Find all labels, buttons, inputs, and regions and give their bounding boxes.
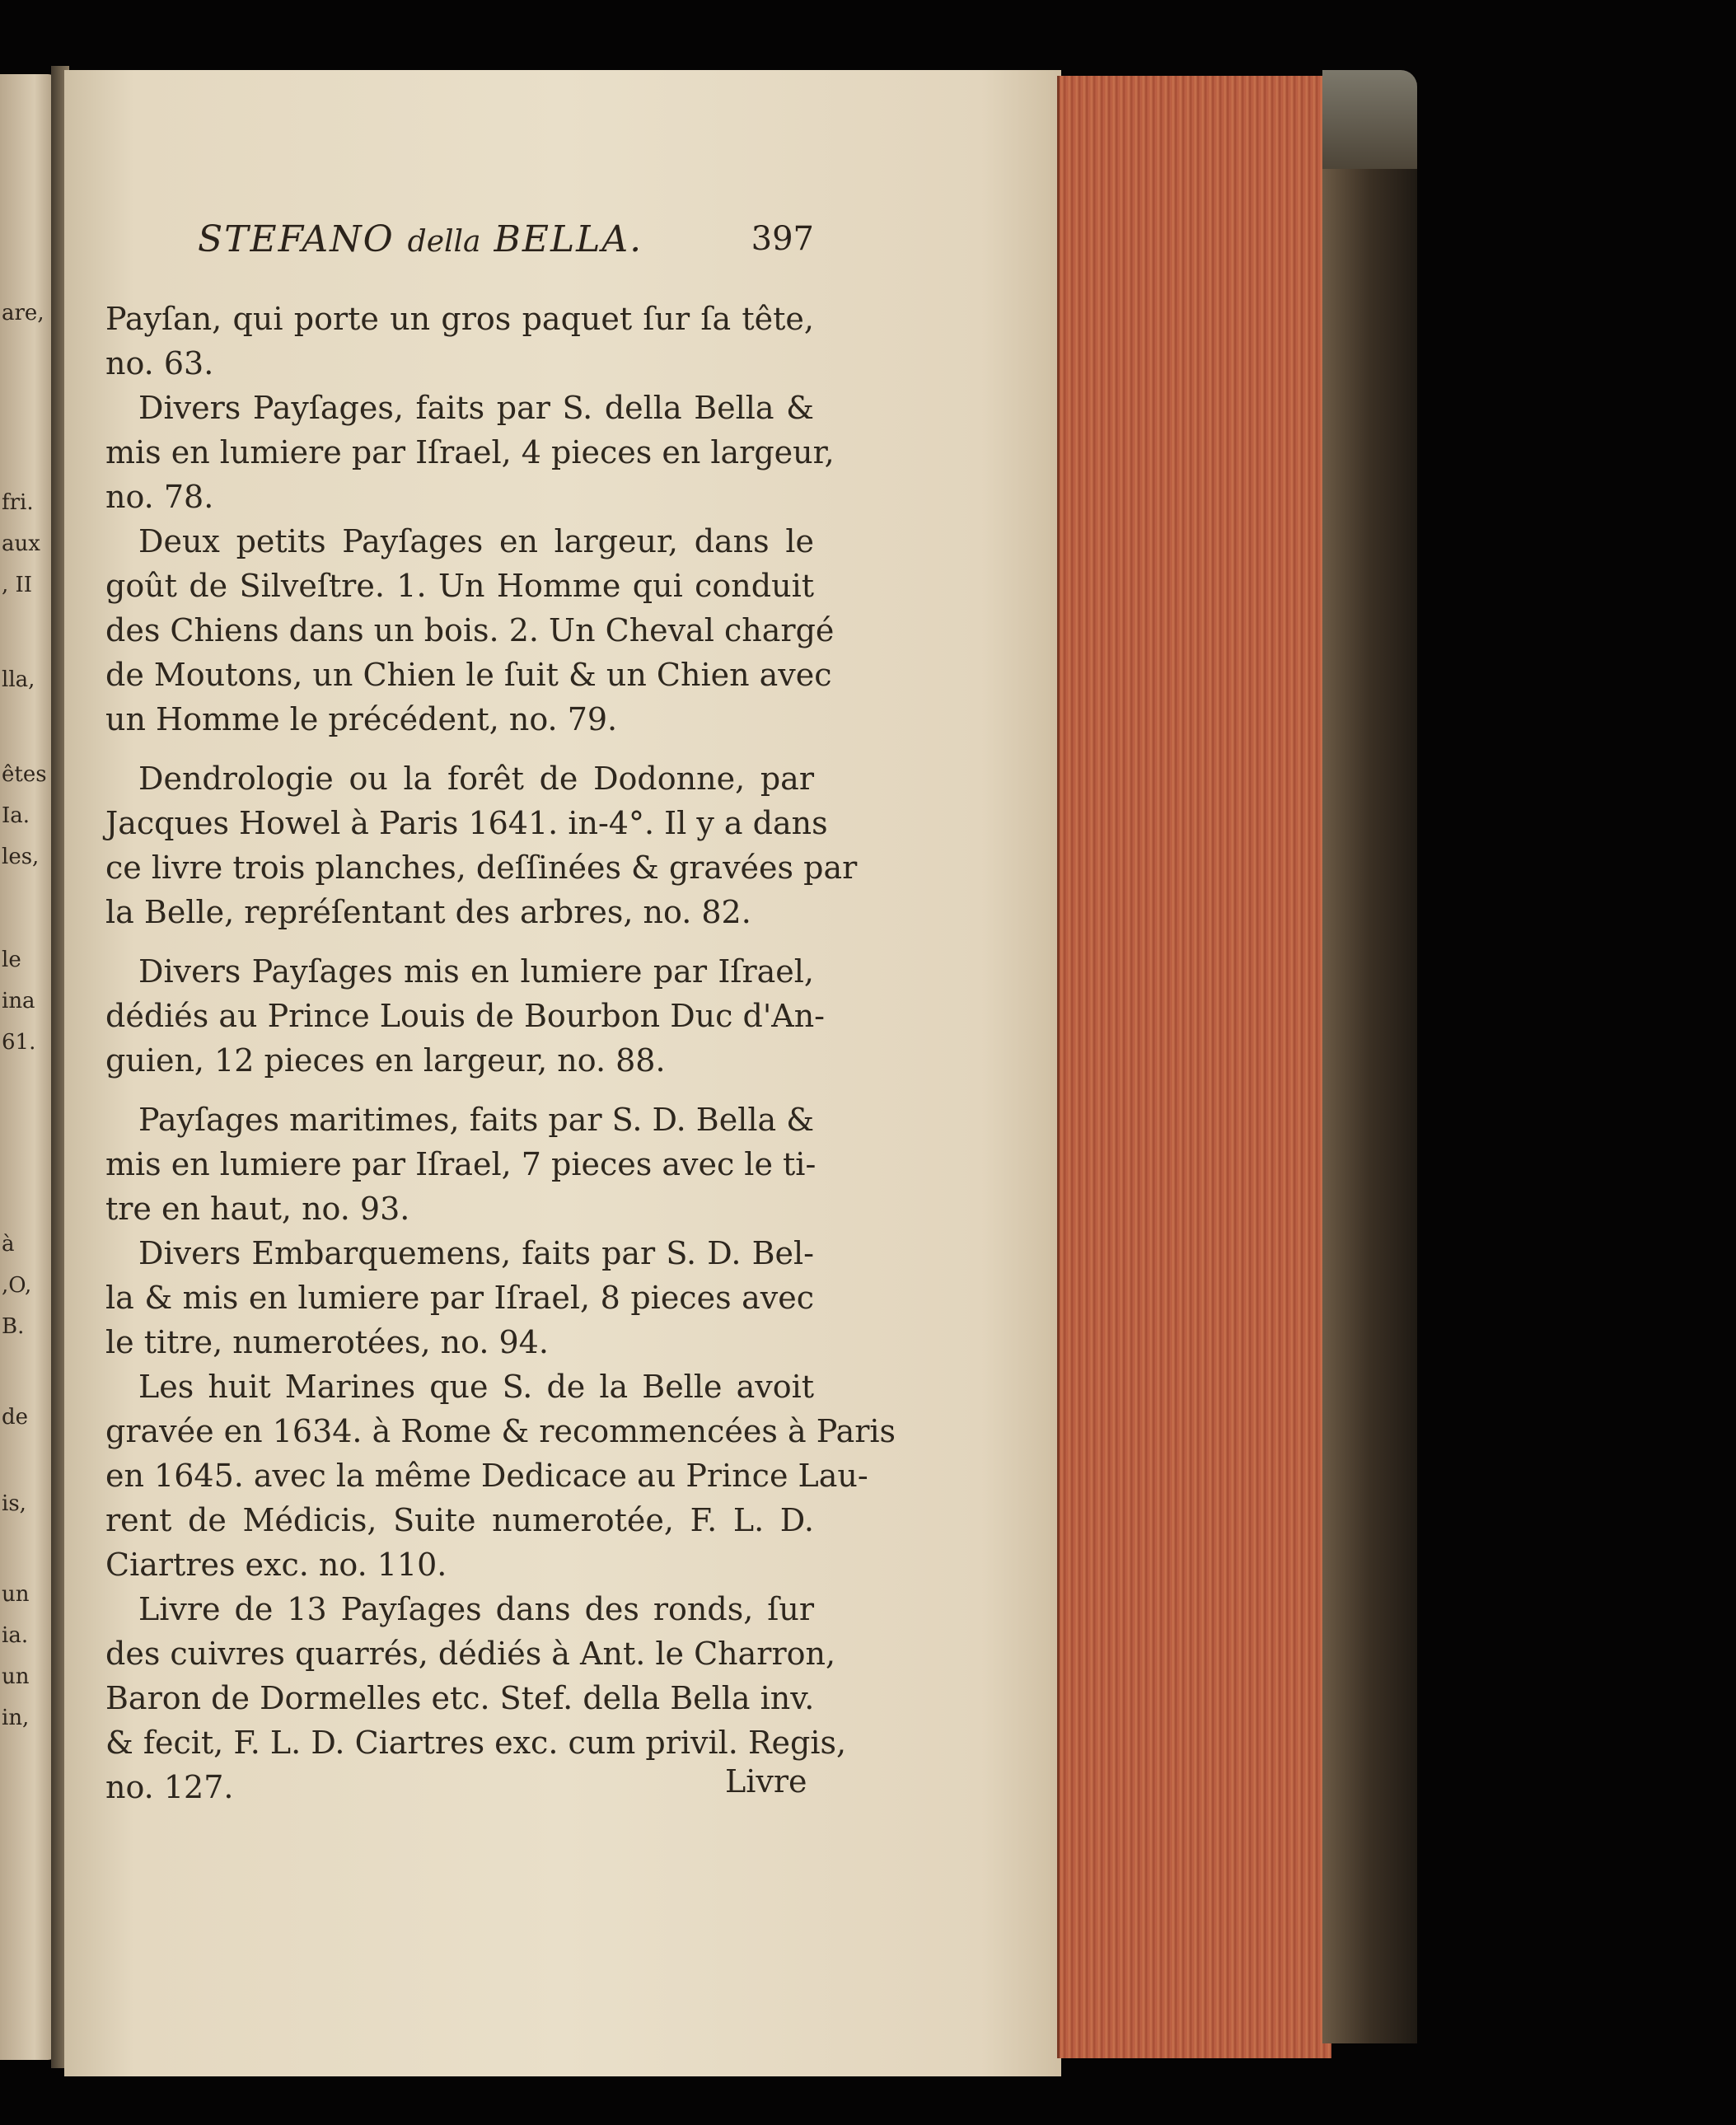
text-line: des Chiens dans un bois. 2. Un Cheval chargé xyxy=(105,612,835,648)
text-line: ce livre trois planches, deſſinées & gravées par xyxy=(105,850,858,886)
left-fragment: , II xyxy=(2,573,33,597)
text-line: des cuivres quarrés, dédiés à Ant. le Charron, xyxy=(105,1636,836,1672)
text-line: la & mis en lumiere par Iſrael, 8 pieces avec xyxy=(105,1280,814,1316)
text-line: & fecit, F. L. D. Ciartres exc. cum privil. Regis, xyxy=(105,1725,847,1761)
text-line: Divers Payſages, faits par S. della Bella & xyxy=(138,390,814,426)
left-fragment: de xyxy=(2,1405,29,1430)
text-line: Divers Embarquemens, faits par S. D. Bel- xyxy=(138,1235,814,1271)
text-line: Jacques Howel à Paris 1641. in-4°. Il y a dans xyxy=(105,805,828,841)
left-fragment: ina xyxy=(2,989,35,1013)
text-line: gravée en 1634. à Rome & recommencées à Paris xyxy=(105,1413,896,1449)
text-line: Divers Payſages mis en lumiere par Iſrael, xyxy=(138,953,814,990)
text-line: dédiés au Prince Louis de Bourbon Duc d'An- xyxy=(105,998,826,1034)
text-line: Ciartres exc. no. 110. xyxy=(105,1547,447,1583)
left-fragment: êtes xyxy=(2,762,47,787)
page-header xyxy=(198,218,814,268)
text-line: la Belle, repréſentant des arbres, no. 82. xyxy=(105,894,751,930)
text-line: goût de Silveſtre. 1. Un Homme qui conduit xyxy=(105,568,814,604)
left-fragment: fri. xyxy=(2,490,34,515)
text-line: le titre, numerotées, no. 94. xyxy=(105,1324,549,1360)
text-line: Les huit Marines que S. de la Belle avoit xyxy=(138,1369,814,1405)
left-fragment: is, xyxy=(2,1491,26,1516)
text-line: no. 78. xyxy=(105,479,214,515)
left-fragment: are, xyxy=(2,301,44,325)
running-head-end: BELLA. xyxy=(480,218,643,260)
text-line: Payſan, qui porte un gros paquet ſur ſa tête, xyxy=(105,301,814,337)
text-line: Deux petits Payſages en largeur, dans le xyxy=(138,523,814,559)
catchword: Livre xyxy=(725,1763,807,1800)
left-fragment: ,O, xyxy=(2,1273,32,1298)
text-line: mis en lumiere par Iſrael, 4 pieces en largeur, xyxy=(105,434,835,470)
text-line: tre en haut, no. 93. xyxy=(105,1191,410,1227)
text-line: Dendrologie ou la forêt de Dodonne, par xyxy=(138,761,814,797)
text-line: rent de Médicis, Suite numerotée, F. L. D. xyxy=(105,1502,814,1538)
text-line: no. 127. xyxy=(105,1769,234,1805)
left-fragment: B. xyxy=(2,1314,25,1339)
running-head-small: della xyxy=(407,225,481,259)
page-edges xyxy=(1057,76,1331,2058)
left-fragment: le xyxy=(2,948,21,972)
text-line: guien, 12 pieces en largeur, no. 88. xyxy=(105,1042,666,1079)
left-fragment: les, xyxy=(2,845,40,869)
left-fragment: un xyxy=(2,1582,30,1607)
text-line: un Homme le précédent, no. 79. xyxy=(105,701,618,737)
text-line: Baron de Dormelles etc. Stef. della Bella inv. xyxy=(105,1680,815,1716)
left-fragment: in, xyxy=(2,1706,30,1730)
left-fragment: lla, xyxy=(2,667,35,692)
text-line: de Moutons, un Chien le ſuit & un Chien avec xyxy=(105,657,832,693)
left-page-edge xyxy=(0,74,58,2060)
left-fragment: un xyxy=(2,1664,30,1689)
left-fragment: aux xyxy=(2,531,40,556)
running-head-main: STEFANO xyxy=(198,218,408,260)
left-fragment: Ia. xyxy=(2,803,30,828)
text-line: Livre de 13 Payſages dans des ronds, ſur xyxy=(138,1591,814,1627)
left-fragment: ia. xyxy=(2,1623,29,1648)
running-head xyxy=(198,218,643,260)
left-fragment: à xyxy=(2,1232,15,1257)
book-cover xyxy=(1322,82,1417,2043)
text-line: mis en lumiere par Iſrael, 7 pieces avec le ti- xyxy=(105,1146,817,1182)
body-text xyxy=(105,297,896,1809)
left-fragment: 61. xyxy=(2,1030,36,1055)
page-number: 397 xyxy=(751,220,814,258)
text-line: Payſages maritimes, faits par S. D. Bella & xyxy=(138,1102,815,1138)
text-line: no. 63. xyxy=(105,345,214,381)
text-line: en 1645. avec la même Dedicace au Prince Lau- xyxy=(105,1458,868,1494)
book-cover-top xyxy=(1322,70,1417,169)
